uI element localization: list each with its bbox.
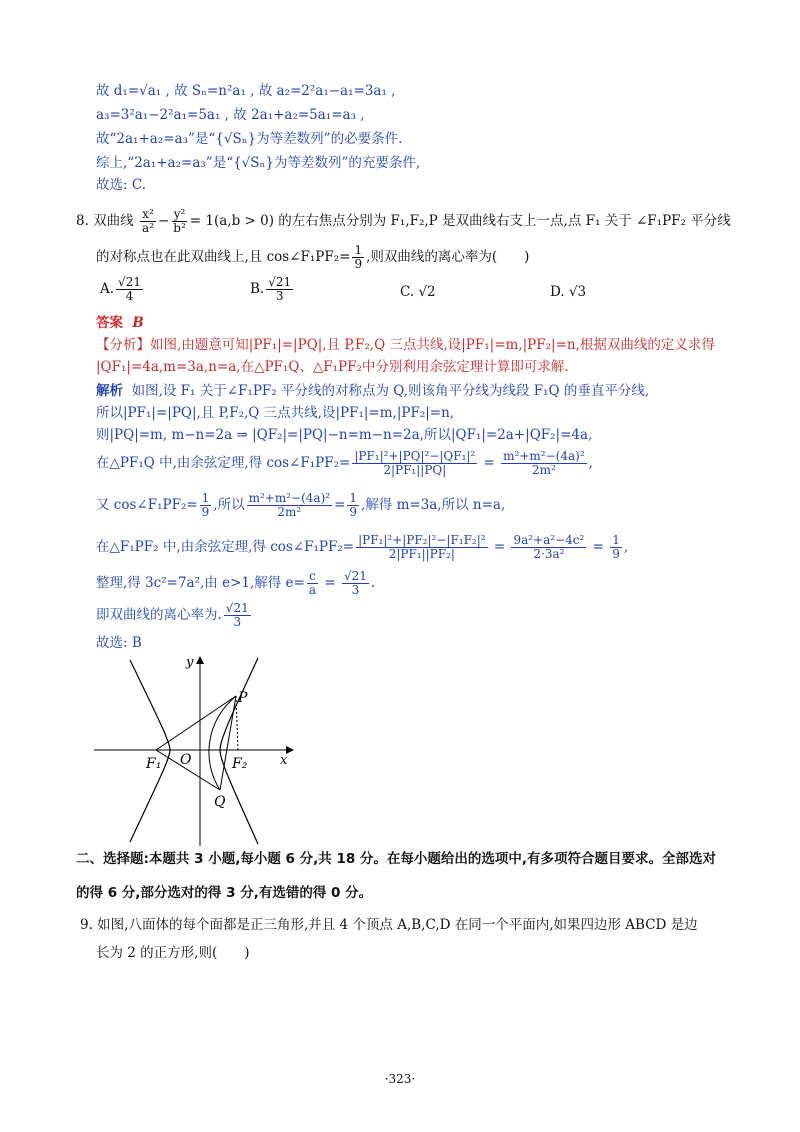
answer-value: B — [132, 315, 144, 331]
q8-stem-a2: = 1(a,b > 0) 的左右焦点分别为 F₁,F₂,P 是双曲线右支上一点,点 F₁ 关于 ∠F₁PF₂ 平分线 — [189, 213, 731, 229]
q8-stem-a1: 双曲线 — [93, 213, 134, 229]
q8-option-d: D. √3 — [550, 284, 587, 300]
hyperbola-figure — [90, 652, 310, 848]
analysis-line-2: |QF₁|=4a,m=3a,n=a,在△PF₁Q、△F₁PF₂中分别利用余弦定理计算即可求解. — [96, 359, 569, 375]
fig-label-p: P — [238, 690, 248, 706]
q8-frac-y: $\frac{\text{y²}}{\text{b²}}$ — [173, 207, 186, 235]
section2-line-1: 二、选择题:本题共 3 小题,每小题 6 分,共 18 分。在每小题给出的选项中,有多项符合题目要求。全部选对 — [76, 851, 717, 867]
q8-option-a: A. $\frac{√21}{4}$ — [100, 275, 141, 303]
fig-label-o: O — [180, 752, 192, 768]
q9-line-1: 9. 如图,八面体的每个面都是正三角形,并且 4 个顶点 A,B,C,D 在同一个平面内,如果四边形 ABCD 是边 — [80, 917, 698, 933]
solution-line-7: 整理,得 3c²=7a²,由 e>1,解得 e= $\frac{c}{a}$ = $\frac{√21}{3}$ . — [96, 569, 376, 597]
q8-option-b: B. $\frac{√21}{3}$ — [250, 275, 292, 303]
solution-label: 解析 — [96, 383, 123, 399]
q8-cos-frac: $\frac{1}{9}$ — [354, 243, 363, 271]
fig-label-y: y — [186, 655, 194, 670]
q8-number: 8. — [76, 213, 89, 229]
prev-solution-line-3: 故“2a₁+a₂=a₃”是“{√Sₙ}为等差数列”的必要条件. — [96, 131, 403, 147]
analysis-line-1: 【分析】如图,由题意可知|PF₁|=|PQ|,且 P,F₂,Q 三点共线,设|PF₁|=m,|PF₂|=n,根据双曲线的定义求得 — [96, 337, 715, 353]
solution-line-5: 又 cos∠F₁PF₂= $\frac{1}{9}$ ,所以 $\frac{\text{m²+m²−(4a)²}}{\text{2m²}}$ = $\frac{1}{9}$ ,解得 m=3a,所以 n=a, — [96, 491, 506, 519]
fig-label-f1: F₁ — [146, 756, 162, 772]
prev-solution-line-1: 故 d₁=√a₁ , 故 Sₙ=n²a₁ , 故 a₂=2²a₁−a₁=3a₁ , — [96, 83, 396, 99]
solution-line-4: 在△PF₁Q 中,由余弦定理,得 cos∠F₁PF₂= $\frac{\text{|PF₁|²+|PQ|²−|QF₁|²}}{\text{2|PF₁||PQ|}}$ = $\frac{\text{m²+m²−(4a)²}}{\text{2m²}}$ , — [96, 449, 593, 477]
q9-line-2: 长为 2 的正方形,则( ) — [96, 945, 250, 961]
solution-line-9: 故选: B — [96, 635, 142, 651]
prev-solution-line-4: 综上,“2a₁+a₂=a₃”是“{√Sₙ}为等差数列”的充要条件, — [96, 155, 421, 171]
solution-line-6: 在△F₁PF₂ 中,由余弦定理,得 cos∠F₁PF₂= $\frac{\text{|PF₁|²+|PF₂|²−|F₁F₂|²}}{\text{2|PF₁||PF₂|}}$ = $\frac{\text{9a²+a²−4c²}}{\text{2·3a²}}$ = $\frac{1}{9}$ , — [96, 533, 629, 561]
prev-solution-line-5: 故选: C. — [96, 177, 146, 193]
solution-line-1: 解析 如图,设 F₁ 关于∠F₁PF₂ 平分线的对称点为 Q,则该角平分线为线段 F₁Q 的垂直平分线, — [96, 383, 650, 399]
solution-line-2: 所以|PF₁|=|PQ|,且 P,F₂,Q 三点共线,设|PF₁|=m,|PF₂|=n, — [96, 405, 455, 421]
fig-label-x: x — [280, 753, 288, 768]
q8-stem-line-2: 的对称点也在此双曲线上,且 cos∠F₁PF₂= $\frac{1}{9}$ ,则双曲线的离心率为( ) — [96, 243, 530, 271]
section2-line-2: 的得 6 分,部分选对的得 3 分,有选错的得 0 分。 — [76, 885, 373, 901]
prev-solution-line-2: a₃=3²a₁−2²a₁=5a₁ , 故 2a₁+a₂=5a₁=a₃ , — [96, 107, 365, 123]
answer — [96, 314, 144, 332]
fig-label-f2: F₂ — [232, 756, 248, 772]
solution-line-3: 则|PQ|=m, m−n=2a ⇒ |QF₂|=|PQ|−n=m−n=2a,所以|QF₁|=2a+|QF₂|=4a, — [96, 427, 593, 443]
page-number: ·323· — [384, 1072, 416, 1086]
q8-frac-x: $\frac{\text{x²}}{\text{a²}}$ — [141, 207, 154, 235]
answer-label: 答案 — [96, 315, 123, 331]
fig-label-q: Q — [214, 794, 226, 810]
q8-stem-line-1: 8. 双曲线 $\frac{\text{x²}}{\text{a²}}$ − $\frac{\text{y²}}{\text{b²}}$ = 1(a,b > 0) 的左右焦点分别为 F₁,F₂,P 是双曲线右支上一点,点 F₁ 关于 ∠F₁PF₂ 平分线 — [76, 207, 731, 235]
solution-line-8: 即双曲线的离心率为. $\frac{√21}{3}$ — [96, 601, 249, 629]
q8-option-c: C. √2 — [400, 284, 436, 300]
